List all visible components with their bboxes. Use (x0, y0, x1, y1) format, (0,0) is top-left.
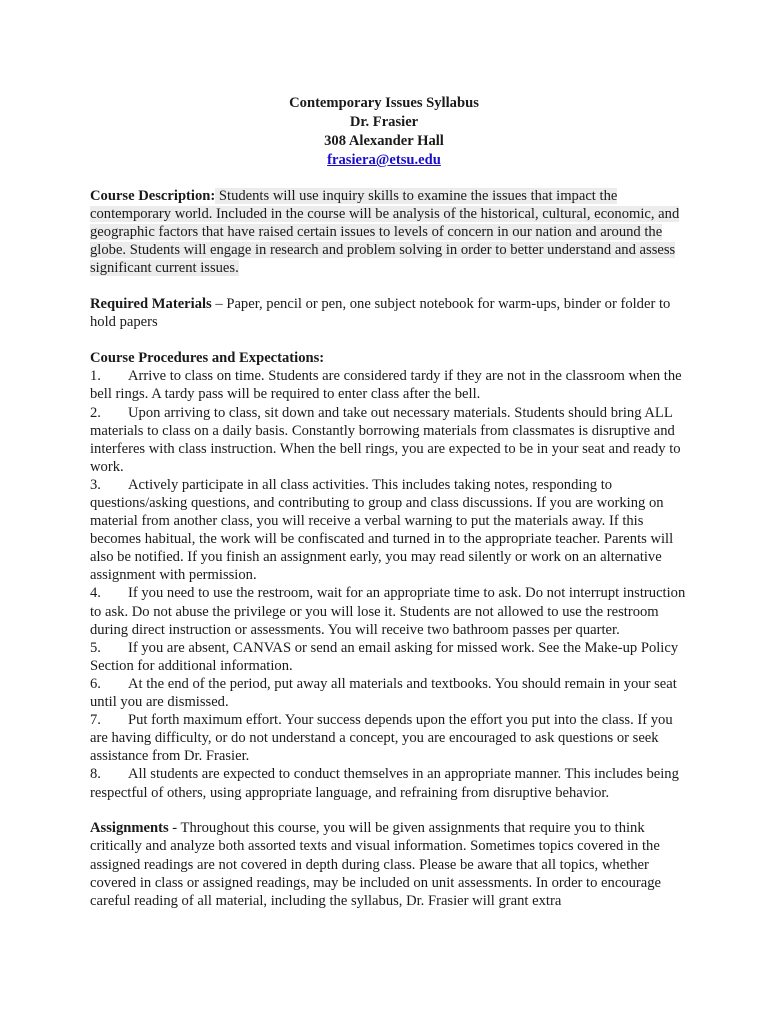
assignments-heading: Assignments (90, 820, 169, 837)
instructor-name: Dr. Frasier (349, 114, 419, 130)
procedure-text: If you are absent, CANVAS or send an email asking for missed work. See the Make-up Policy Section for additional information. (90, 639, 679, 674)
procedure-item (90, 584, 686, 638)
procedure-item (90, 711, 686, 765)
course-description-section (90, 187, 686, 277)
required-materials-paragraph (90, 295, 686, 331)
procedure-text: Arrive to class on time. Students are considered tardy if they are not in the classroom when the bell rings. A tardy pass will be required to enter class after the bell. (90, 368, 682, 403)
procedure-text: At the end of the period, put away all materials and textbooks. You should remain in your seat until you are dismissed. (90, 675, 677, 711)
required-materials-section (90, 295, 686, 331)
procedure-number: 6. (90, 675, 101, 692)
procedure-item (90, 367, 686, 403)
required-materials-heading: Required Materials (90, 296, 212, 313)
procedure-text: Upon arriving to class, sit down and take out necessary materials. Students should bring ALL materials to class on a daily basis. Constantly borrowing materials from classmates is disruptive and interferes with class instruction. When the bell rings, you are expected to be in your seat and ready to work. (90, 404, 681, 475)
course-description-paragraph (90, 187, 686, 277)
procedure-number: 2. (90, 404, 101, 421)
assignments-text: - Throughout this course, you will be given assignments that require you to think critically and analyze both assorted texts and visual information. Sometimes topics covered in the assigned readings are not covered in depth during class. Please be aware that all topics, whether covered in class or assigned readings, may be included on unit assessments. In order to encourage careful reading of all material, including the syllabus, Dr. Frasier will grant extra (90, 820, 662, 909)
procedure-number: 3. (90, 476, 101, 493)
procedure-text: Put forth maximum effort. Your success depends upon the effort you put into the class. If you are having difficulty, or do not understand a concept, you are encouraged to ask questions or seek assistance from Dr. Frasier. (90, 712, 673, 765)
procedure-number: 8. (90, 766, 101, 783)
course-description-text: Students will use inquiry skills to examine the issues that impact the contemporary world. Included in the course will be analysis of the historical, cultural, economic, and geographic factors that have raised certain issues to levels of concern in our nation and around the globe. Students will engage in research and problem solving in order to better understand and assess significant current issues. (90, 188, 680, 277)
procedure-item (90, 476, 686, 585)
assignments-section (90, 819, 686, 909)
procedures-list (90, 367, 686, 801)
procedure-number: 1. (90, 368, 101, 385)
procedures-section (90, 349, 686, 801)
assignments-paragraph (90, 819, 686, 909)
syllabus-header (0, 94, 768, 170)
syllabus-title: Contemporary Issues Syllabus (289, 95, 479, 111)
procedure-number: 5. (90, 639, 101, 656)
instructor-email-link[interactable]: frasiera@etsu.edu (327, 152, 441, 168)
procedure-item (90, 404, 686, 476)
syllabus-body (90, 187, 686, 928)
office-location: 308 Alexander Hall (324, 133, 444, 149)
procedure-text: If you need to use the restroom, wait for an appropriate time to ask. Do not interrupt instruction to ask. Do not abuse the privilege or you will lose it. Students are not allowed to use the restroom during direct instruction or assessments. You will receive two bathroom passes per quarter. (90, 585, 686, 638)
procedure-number: 4. (90, 585, 101, 602)
required-materials-text: – Paper, pencil or pen, one subject notebook for warm-ups, binder or folder to hold papers (90, 296, 671, 331)
procedure-item (90, 639, 686, 675)
procedure-text: Actively participate in all class activities. This includes taking notes, responding to questions/asking questions, and contributing to group and class discussions. If you are working on material from another class, you will receive a verbal warning to put the materials away. If this becomes habitual, the work will be confiscated and turned in to the appropriate teacher. Parents will also be notified. If you finish an assignment early, you may read silently or work on an alternative assignment with permission. (90, 476, 674, 584)
procedure-item (90, 765, 686, 801)
procedure-number: 7. (90, 712, 101, 729)
procedure-text: All students are expected to conduct themselves in an appropriate manner. This includes being respectful of others, using appropriate language, and refraining from disruptive behavior. (90, 766, 679, 801)
procedures-heading: Course Procedures and Expectations: (90, 350, 325, 367)
course-description-heading: Course Description: (90, 188, 216, 204)
procedure-item (90, 675, 686, 711)
